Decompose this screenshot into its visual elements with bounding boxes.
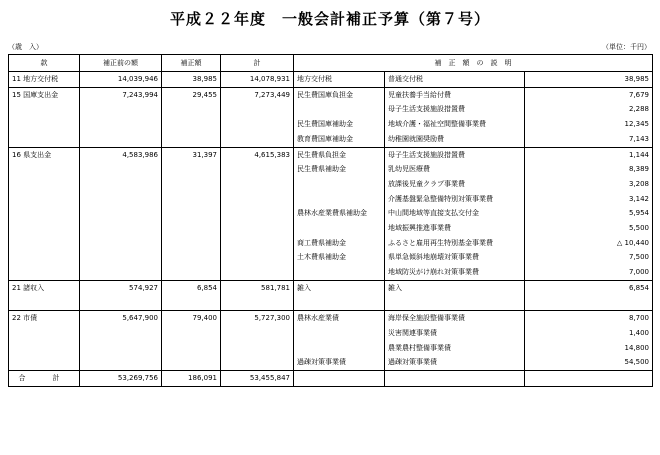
item-cell (9, 102, 80, 117)
value-cell: △ 10,440 (525, 236, 653, 251)
item-cell: 22 市債 (9, 311, 80, 326)
total-cell (221, 265, 294, 280)
page-title: 平成２２年度 一般会計補正予算（第７号） (169, 10, 490, 28)
table-row (9, 296, 653, 311)
item-cell (9, 341, 80, 356)
desc-cell: 幼稚園就園奨励費 (385, 132, 525, 147)
amount-cell (162, 117, 221, 132)
header-amount: 補正額 (162, 55, 221, 72)
before-cell (80, 117, 162, 132)
kind-cell (294, 326, 385, 341)
total-before: 53,269,756 (80, 371, 162, 387)
item-cell (9, 296, 80, 311)
kind-cell: 民生費国庫補助金 (294, 117, 385, 132)
total-cell (221, 192, 294, 207)
desc-cell: 母子生活支援施設措置費 (385, 102, 525, 117)
amount-cell (162, 326, 221, 341)
total-row (9, 371, 653, 387)
kind-cell (294, 192, 385, 207)
value-cell: 8,389 (525, 162, 653, 177)
amount-cell (162, 206, 221, 221)
desc-cell: 介護基盤緊急整備特別対策事業費 (385, 192, 525, 207)
value-cell: 14,800 (525, 341, 653, 356)
desc-cell: 農業農村整備事業債 (385, 341, 525, 356)
total-cell (221, 221, 294, 236)
desc-cell: 県単急傾斜地崩壊対策事業費 (385, 250, 525, 265)
item-cell (9, 326, 80, 341)
value-cell: 38,985 (525, 72, 653, 88)
total-cell: 5,727,300 (221, 311, 294, 326)
table-row (9, 250, 653, 265)
value-cell: 3,142 (525, 192, 653, 207)
header-before: 補正前の額 (80, 55, 162, 72)
desc-cell: 普通交付税 (385, 72, 525, 88)
amount-cell (162, 265, 221, 280)
total-blank (525, 371, 653, 387)
kind-cell (294, 296, 385, 311)
table-row (9, 311, 653, 326)
table-row (9, 265, 653, 280)
kind-cell: 民生費国庫負担金 (294, 87, 385, 102)
total-cell (221, 117, 294, 132)
desc-cell: ふるさと雇用再生特別基金事業費 (385, 236, 525, 251)
kind-cell: 民生費県負担金 (294, 147, 385, 162)
kind-cell (294, 177, 385, 192)
table-row (9, 236, 653, 251)
total-cell (221, 355, 294, 370)
before-cell: 574,927 (80, 280, 162, 295)
total-total: 53,455,847 (221, 371, 294, 387)
amount-cell (162, 355, 221, 370)
total-cell (221, 250, 294, 265)
before-cell (80, 162, 162, 177)
before-cell (80, 192, 162, 207)
budget-table (8, 54, 653, 387)
before-cell (80, 326, 162, 341)
before-cell (80, 296, 162, 311)
desc-cell: 雑入 (385, 280, 525, 295)
total-cell (221, 236, 294, 251)
header-total: 計 (221, 55, 294, 72)
item-cell (9, 192, 80, 207)
value-cell: 7,500 (525, 250, 653, 265)
value-cell: 7,000 (525, 265, 653, 280)
desc-cell: 地域防災がけ崩れ対策事業費 (385, 265, 525, 280)
desc-cell (385, 296, 525, 311)
kind-cell: 教育費国庫補助金 (294, 132, 385, 147)
item-cell (9, 117, 80, 132)
header-item: 款 (9, 55, 80, 72)
total-cell (221, 296, 294, 311)
value-cell: 7,143 (525, 132, 653, 147)
amount-cell: 31,397 (162, 147, 221, 162)
amount-cell (162, 236, 221, 251)
before-cell (80, 221, 162, 236)
item-cell (9, 355, 80, 370)
item-cell: 16 県支出金 (9, 147, 80, 162)
value-cell: 7,679 (525, 87, 653, 102)
total-blank (294, 371, 385, 387)
before-cell: 5,647,900 (80, 311, 162, 326)
amount-cell (162, 192, 221, 207)
table-row (9, 117, 653, 132)
item-cell: 21 諸収入 (9, 280, 80, 295)
total-cell: 14,078,931 (221, 72, 294, 88)
before-cell (80, 355, 162, 370)
value-cell: 54,500 (525, 355, 653, 370)
table-row (9, 177, 653, 192)
desc-cell: 海岸保全施設整備事業債 (385, 311, 525, 326)
amount-cell: 6,854 (162, 280, 221, 295)
table-row (9, 102, 653, 117)
total-label: 合 計 (9, 371, 80, 387)
amount-cell: 29,455 (162, 87, 221, 102)
total-cell (221, 206, 294, 221)
value-cell: 2,288 (525, 102, 653, 117)
total-cell (221, 102, 294, 117)
before-cell (80, 265, 162, 280)
amount-cell (162, 102, 221, 117)
kind-cell: 過疎対策事業債 (294, 355, 385, 370)
kind-cell: 商工費県補助金 (294, 236, 385, 251)
kind-cell (294, 221, 385, 236)
value-cell: 1,144 (525, 147, 653, 162)
unit-label: （単位：千円） (602, 43, 651, 51)
value-cell: 12,345 (525, 117, 653, 132)
header-explain: 補 正 額 の 説 明 (294, 55, 653, 72)
before-cell: 4,583,986 (80, 147, 162, 162)
before-cell (80, 341, 162, 356)
before-cell (80, 206, 162, 221)
total-amount: 186,091 (162, 371, 221, 387)
table-row (9, 221, 653, 236)
value-cell: 5,500 (525, 221, 653, 236)
before-cell (80, 236, 162, 251)
table-row (9, 132, 653, 147)
amount-cell (162, 177, 221, 192)
item-cell (9, 177, 80, 192)
value-cell: 5,954 (525, 206, 653, 221)
item-cell (9, 206, 80, 221)
item-cell (9, 250, 80, 265)
before-cell (80, 102, 162, 117)
value-cell: 3,208 (525, 177, 653, 192)
kind-cell (294, 102, 385, 117)
kind-cell (294, 341, 385, 356)
table-row (9, 162, 653, 177)
desc-cell: 中山間地域等直接支払交付金 (385, 206, 525, 221)
total-cell (221, 341, 294, 356)
kind-cell: 農林水産業費県補助金 (294, 206, 385, 221)
amount-cell (162, 296, 221, 311)
before-cell: 14,039,946 (80, 72, 162, 88)
item-cell (9, 221, 80, 236)
before-cell: 7,243,994 (80, 87, 162, 102)
total-cell: 4,615,383 (221, 147, 294, 162)
before-cell (80, 250, 162, 265)
item-cell: 11 地方交付税 (9, 72, 80, 88)
amount-cell: 38,985 (162, 72, 221, 88)
kind-cell: 農林水産業債 (294, 311, 385, 326)
table-row (9, 355, 653, 370)
kind-cell (294, 265, 385, 280)
kind-cell: 地方交付税 (294, 72, 385, 88)
value-cell (525, 296, 653, 311)
amount-cell (162, 132, 221, 147)
desc-cell: 災害関連事業債 (385, 326, 525, 341)
section-label: （歳 入） (8, 43, 43, 51)
desc-cell: 母子生活支援施設措置費 (385, 147, 525, 162)
amount-cell (162, 221, 221, 236)
item-cell (9, 132, 80, 147)
table-row (9, 326, 653, 341)
total-cell (221, 132, 294, 147)
table-body (9, 72, 653, 371)
header-row (9, 55, 653, 72)
value-cell: 6,854 (525, 280, 653, 295)
total-cell: 7,273,449 (221, 87, 294, 102)
desc-cell: 地域介護・福祉空間整備事業費 (385, 117, 525, 132)
total-blank (385, 371, 525, 387)
table-row (9, 192, 653, 207)
table-row (9, 206, 653, 221)
before-cell (80, 132, 162, 147)
item-cell: 15 国庫支出金 (9, 87, 80, 102)
amount-cell (162, 162, 221, 177)
desc-cell: 乳幼児医療費 (385, 162, 525, 177)
desc-cell: 児童扶養手当給付費 (385, 87, 525, 102)
item-cell (9, 236, 80, 251)
table-row (9, 87, 653, 102)
kind-cell: 民生費県補助金 (294, 162, 385, 177)
amount-cell: 79,400 (162, 311, 221, 326)
desc-cell: 地域振興推進事業費 (385, 221, 525, 236)
kind-cell: 土木費県補助金 (294, 250, 385, 265)
value-cell: 8,700 (525, 311, 653, 326)
amount-cell (162, 341, 221, 356)
kind-cell: 雑入 (294, 280, 385, 295)
desc-cell: 放課後児童クラブ事業費 (385, 177, 525, 192)
table-row (9, 280, 653, 295)
total-cell (221, 326, 294, 341)
total-cell: 581,781 (221, 280, 294, 295)
total-cell (221, 177, 294, 192)
total-cell (221, 162, 294, 177)
value-cell: 1,400 (525, 326, 653, 341)
table-row (9, 341, 653, 356)
before-cell (80, 177, 162, 192)
table-row (9, 147, 653, 162)
item-cell (9, 265, 80, 280)
item-cell (9, 162, 80, 177)
table-row (9, 72, 653, 88)
desc-cell: 過疎対策事業債 (385, 355, 525, 370)
amount-cell (162, 250, 221, 265)
